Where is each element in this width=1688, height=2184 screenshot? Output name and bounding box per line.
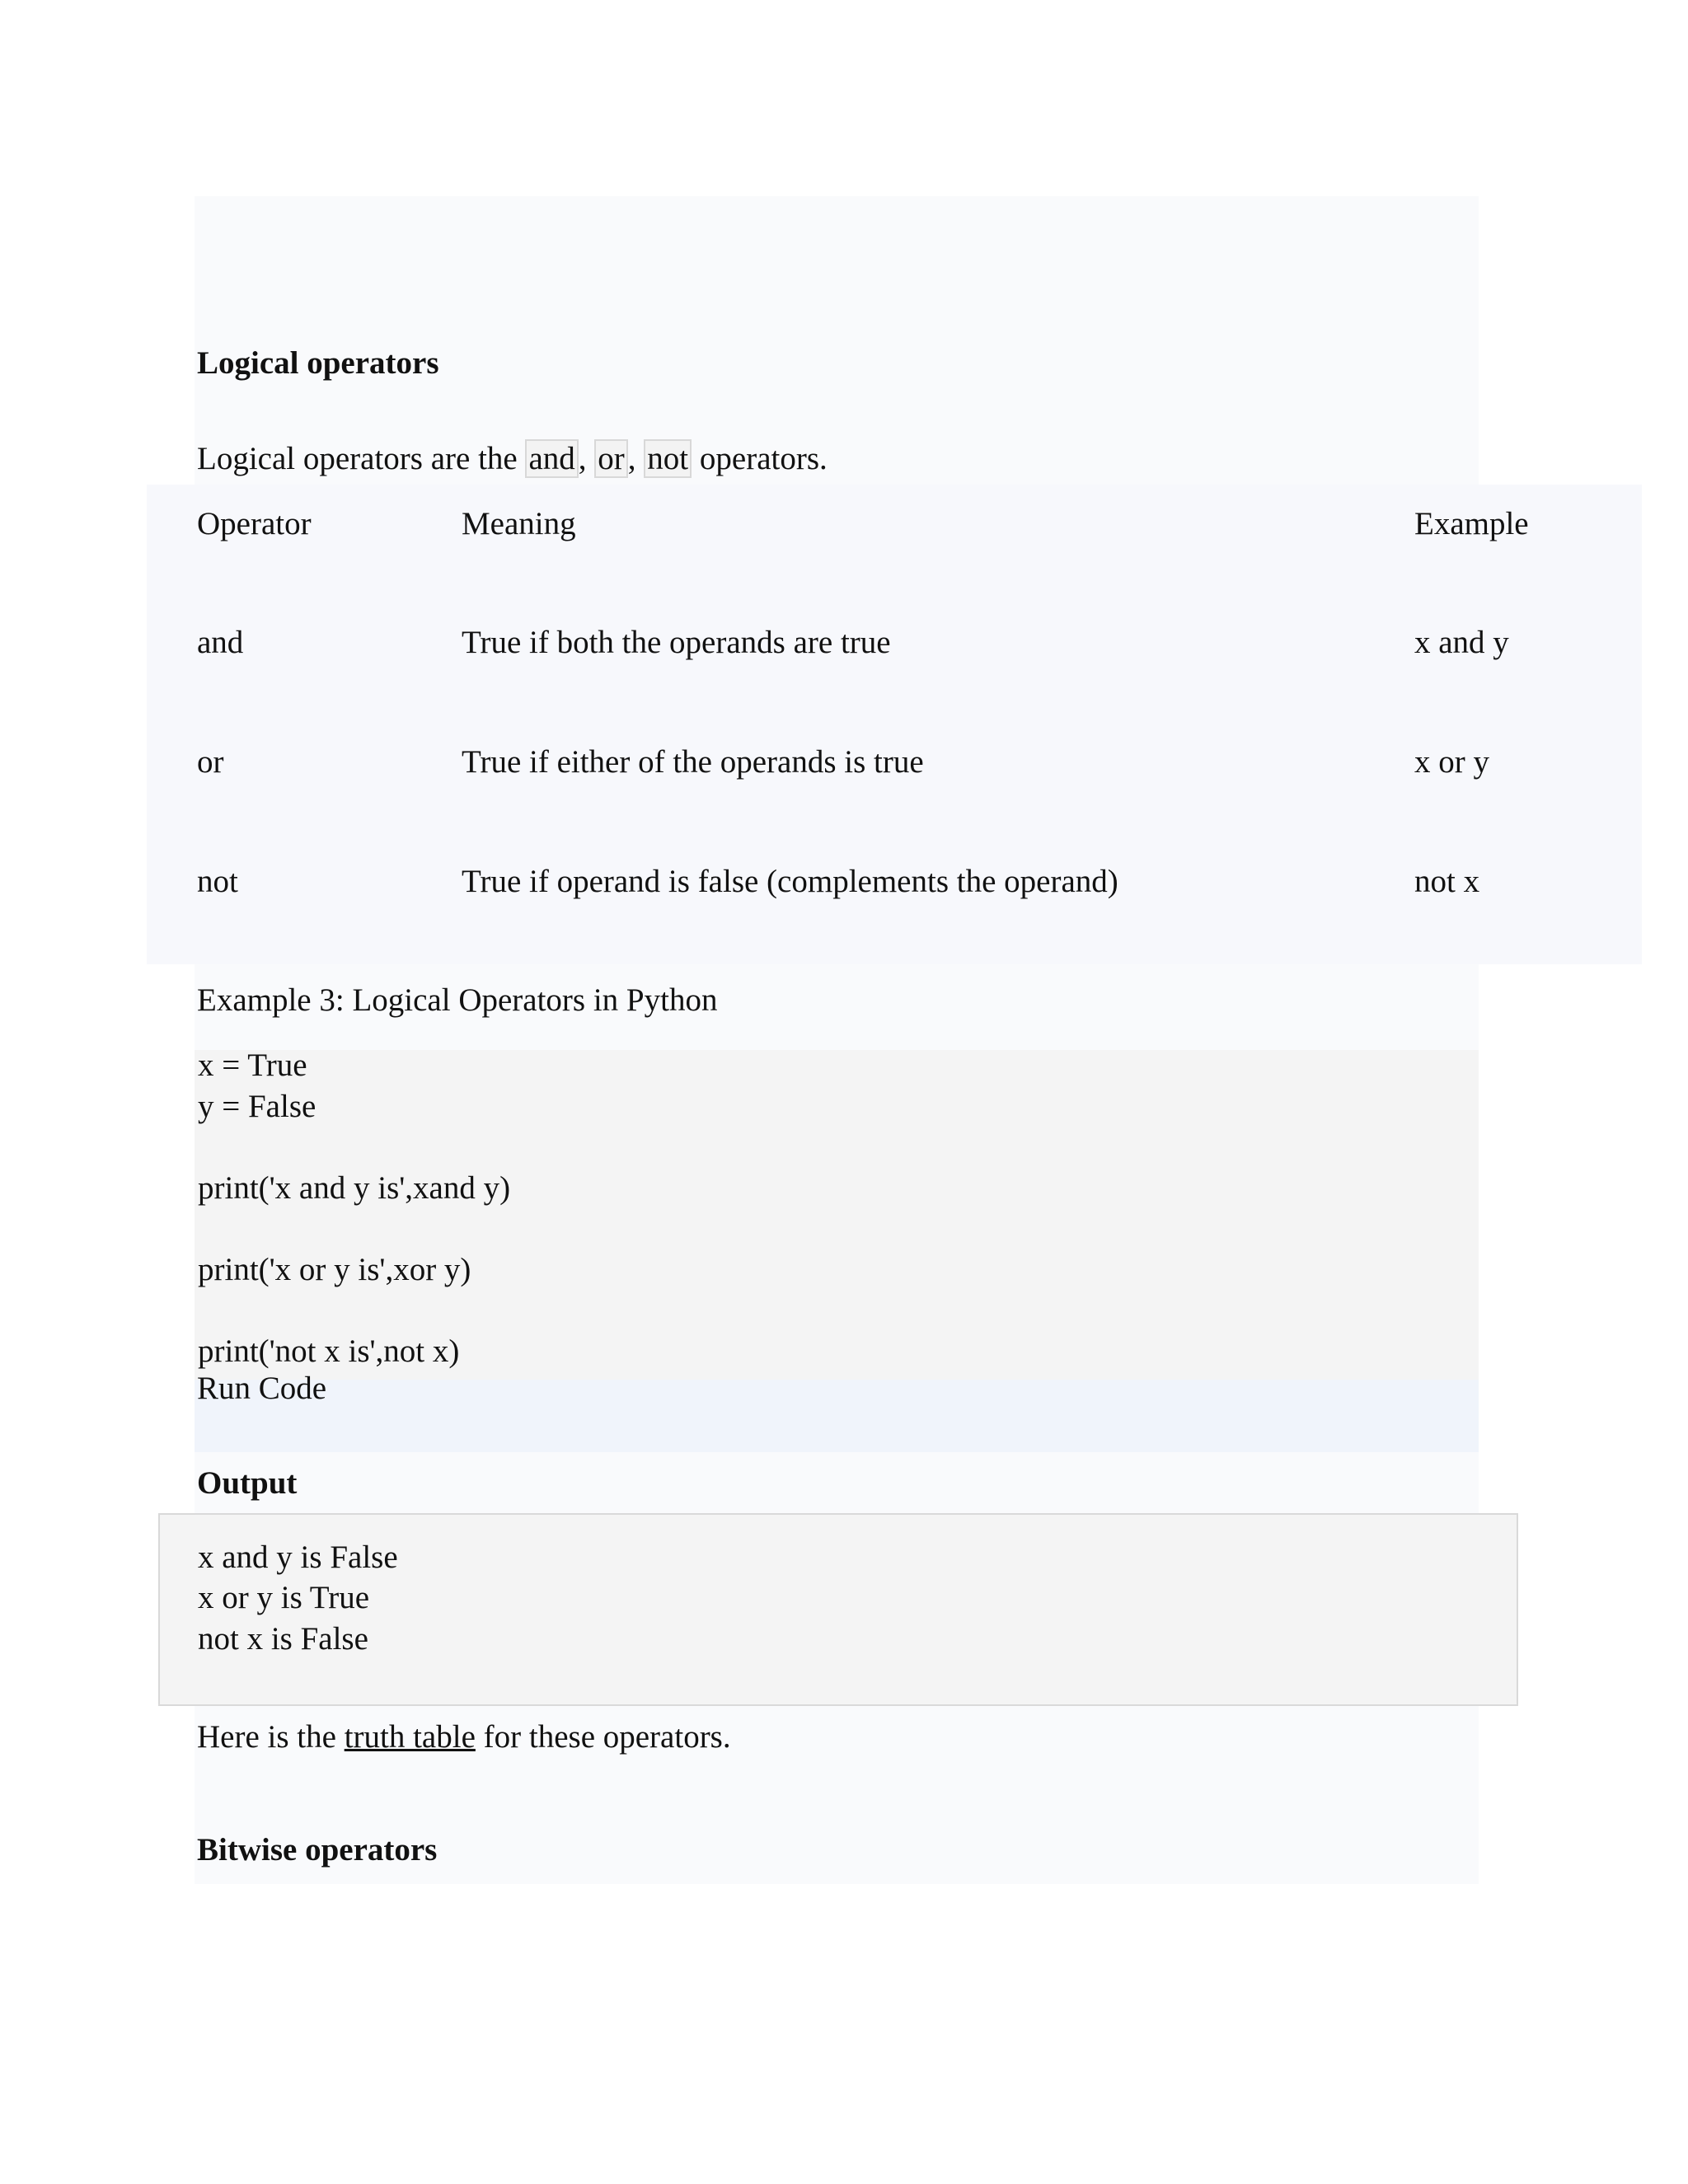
table-cell-meaning: True if either of the operands is true [462,744,924,780]
section-heading-bitwise-operators: Bitwise operators [197,1832,438,1868]
note-prefix: Here is the [197,1719,345,1755]
output-line: x and y is False [198,1540,398,1575]
content-background-output [195,1452,1479,1515]
inline-code-and: and [525,439,578,478]
code-block [195,1050,1479,1380]
logical-operators-intro [197,438,828,480]
table-header-example: Example [1414,506,1529,541]
truth-table-link[interactable]: truth table [344,1719,476,1755]
intro-prefix: Logical operators are the [197,441,526,476]
table-cell-operator: not [197,864,238,899]
output-line: not x is False [198,1621,368,1657]
intro-separator: , [627,441,645,476]
code-line: y = False [198,1089,316,1124]
table-cell-meaning: True if operand is false (complements the operand) [462,864,1118,899]
run-code-button[interactable]: Run Code [197,1371,327,1406]
intro-separator: , [578,441,595,476]
inline-code-not: not [644,439,692,478]
table-cell-example: x and y [1414,625,1509,660]
table-cell-operator: or [197,744,224,780]
table-cell-example: not x [1414,864,1480,899]
table-header-meaning: Meaning [462,506,576,541]
table-cell-example: x or y [1414,744,1489,780]
code-line: print('not x is',not x) [198,1333,460,1369]
section-heading-logical-operators: Logical operators [197,345,439,381]
inline-code-or: or [594,439,628,478]
intro-suffix: operators. [692,441,828,476]
example-title: Example 3: Logical Operators in Python [197,982,718,1018]
code-line: print('x and y is',xand y) [198,1170,511,1206]
code-line: print('x or y is',xor y) [198,1252,471,1287]
code-line: x = True [198,1047,307,1083]
output-heading: Output [197,1465,298,1501]
table-cell-meaning: True if both the operands are true [462,625,891,660]
truth-table-note [197,1717,731,1758]
output-line: x or y is True [198,1580,370,1615]
table-cell-operator: and [197,625,244,660]
run-code-bar [195,1380,1479,1452]
note-suffix: for these operators. [475,1719,731,1755]
table-header-operator: Operator [197,506,312,541]
